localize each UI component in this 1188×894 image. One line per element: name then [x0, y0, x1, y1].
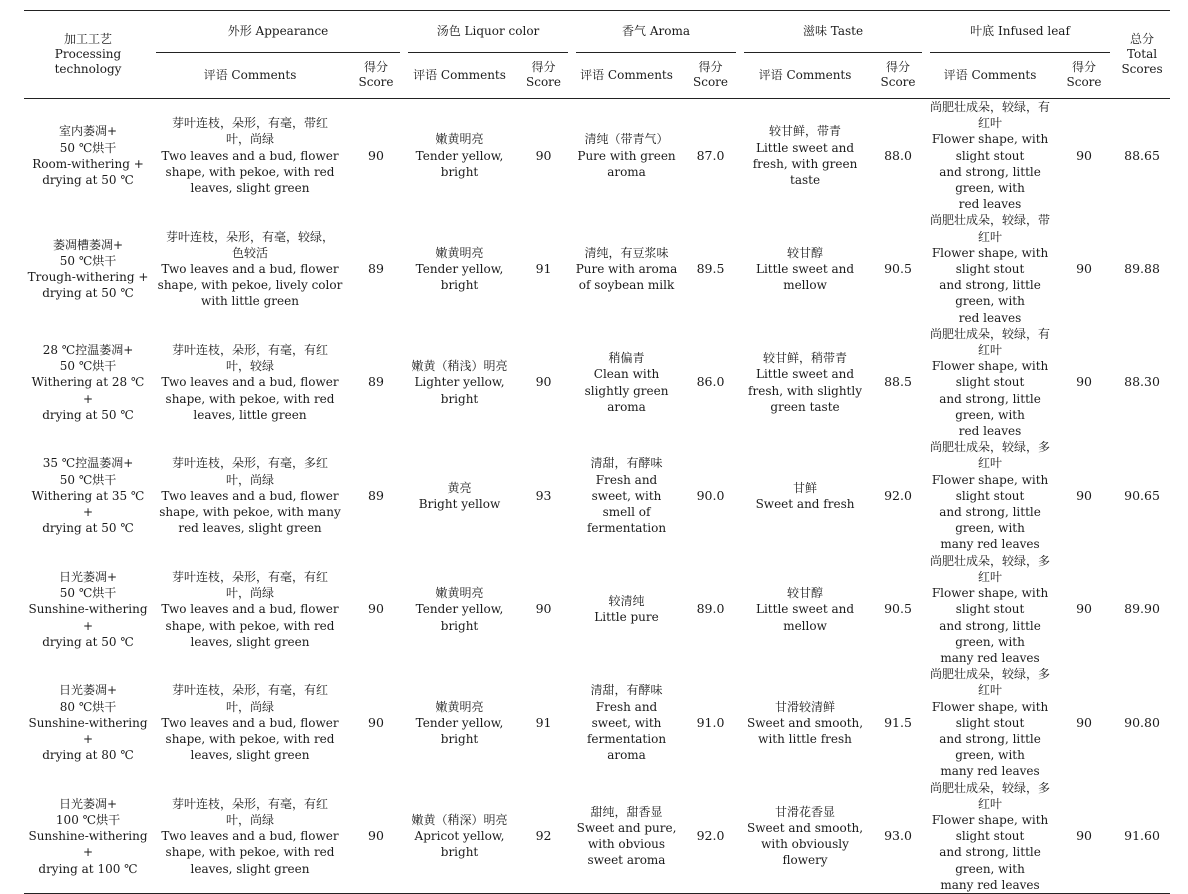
taste-comment-line: Little sweet and: [756, 602, 855, 617]
appearance-comment-line: 芽叶连枝，朵形，有毫，有红: [171, 343, 328, 358]
header-group-liquor: 汤色 Liquor color: [404, 11, 572, 53]
appearance-comment-line: 叶，尚绿: [225, 699, 274, 714]
liquor-comment-line: Lighter yellow,: [414, 375, 505, 390]
process-cell: [24, 666, 152, 779]
header-score-en: Score: [693, 75, 729, 89]
taste-comment-line: mellow: [783, 278, 827, 293]
liquor-comment-cell: [404, 439, 515, 552]
process-cell: [24, 780, 152, 894]
aroma-comment-cell: [572, 326, 681, 439]
infused-leaf-score-cell: 90: [1076, 601, 1092, 617]
process-line: 50 ℃烘干: [59, 359, 117, 374]
process-line: 50 ℃烘干: [59, 472, 117, 487]
header-group-taste: 滋味 Taste: [740, 11, 926, 53]
header-comments: 评语 Comments: [572, 52, 681, 99]
group-underline: [930, 52, 1110, 53]
taste-comment-line: fresh, with slightly: [748, 383, 862, 398]
aroma-comment-cell: [572, 99, 681, 213]
appearance-comment-cell: [152, 212, 348, 325]
process-line: Room-withering +: [32, 156, 144, 171]
taste-comment-cell: [740, 666, 870, 779]
taste-score-cell: 92.0: [884, 487, 912, 503]
appearance-comment-cell: [152, 326, 348, 439]
appearance-comment-line: leaves, slight green: [190, 861, 310, 876]
taste-comment-line: fresh, with green taste: [752, 156, 858, 187]
taste-comment-cell: [740, 326, 870, 439]
header-process-zh: 加工工艺: [63, 32, 112, 46]
taste-comment-line: Sweet and smooth,: [747, 715, 864, 730]
aroma-comment-cell: [572, 780, 681, 894]
aroma-comment-cell: [572, 666, 681, 779]
infused-leaf-comment-line: and strong, little green, with: [939, 391, 1041, 422]
infused-leaf-comment-line: red leaves: [958, 197, 1022, 212]
taste-comment-line: 较甘鲜，稍带青: [763, 351, 848, 366]
process-line: drying at 50 ℃: [42, 172, 134, 187]
aroma-score-cell: 87.0: [696, 147, 725, 163]
header-score: [515, 52, 572, 99]
appearance-comment-cell: [152, 553, 348, 666]
header-process: [24, 11, 152, 99]
infused-leaf-score-cell: 90: [1076, 714, 1092, 730]
process-line: 50 ℃烘干: [59, 586, 117, 601]
taste-comment-line: Little sweet and: [756, 262, 855, 277]
liquor-comment-line: 嫩黄明亮: [435, 699, 484, 714]
appearance-comment-line: 色较活: [231, 245, 268, 260]
infused-leaf-comment-line: Flower shape, with slight stout: [931, 132, 1049, 163]
taste-comment-line: 甘鲜: [793, 480, 818, 495]
header-score-en: Score: [358, 75, 394, 89]
taste-comment-line: mellow: [783, 618, 827, 633]
infused-leaf-comment-cell: [926, 439, 1054, 552]
process-line: drying at 80 ℃: [42, 748, 134, 763]
aroma-comment-line: Clean with: [593, 367, 660, 382]
process-cell: [24, 212, 152, 325]
aroma-comment-line: Little pure: [594, 610, 659, 625]
taste-comment-line: Little sweet and: [756, 140, 855, 155]
appearance-score-cell: 90: [368, 147, 384, 163]
infused-leaf-comment-line: and strong, little green, with: [939, 731, 1041, 763]
appearance-comment-line: 芽叶连枝，朵形，有毫，较绿，: [165, 229, 334, 244]
header-score-en: Score: [526, 75, 562, 89]
header-total: [1114, 11, 1170, 99]
header-comments: 评语 Comments: [152, 52, 348, 99]
taste-comment-line: with obviously flowery: [761, 837, 849, 868]
appearance-comment-line: Two leaves and a bud, flower: [161, 602, 339, 617]
aroma-comment-line: sweet, with: [591, 715, 662, 730]
taste-comment-cell: [740, 553, 870, 666]
liquor-comment-line: 嫩黄（稍浅）明亮: [411, 359, 508, 374]
taste-comment-line: 较甘醇: [787, 586, 824, 601]
infused-leaf-comment-line: and strong, little green, with: [939, 618, 1041, 649]
infused-leaf-comment-line: 尚肥壮成朵，较绿，多红叶: [930, 440, 1051, 471]
appearance-comment-line: red leaves, slight green: [178, 521, 322, 536]
liquor-comment-line: bright: [440, 164, 479, 179]
aroma-comment-line: Fresh and: [595, 699, 658, 714]
infused-leaf-score-cell: 90: [1076, 374, 1092, 390]
liquor-comment-cell: [404, 99, 515, 213]
liquor-comment-line: Apricot yellow,: [414, 829, 505, 844]
process-line: Sunshine-withering +: [28, 829, 148, 860]
header-score: [870, 52, 926, 99]
infused-leaf-comment-cell: [926, 99, 1054, 213]
infused-leaf-comment-line: many red leaves: [940, 537, 1040, 552]
process-line: 100 ℃烘干: [55, 812, 121, 827]
aroma-comment-cell: [572, 553, 681, 666]
appearance-comment-line: shape, with pekoe, with red: [165, 391, 335, 406]
liquor-comment-line: Tender yellow,: [415, 262, 504, 277]
taste-comment-line: green taste: [770, 399, 840, 414]
infused-leaf-comment-line: Flower shape, with slight stout: [931, 699, 1049, 730]
taste-comment-cell: [740, 212, 870, 325]
infused-leaf-comment-line: and strong, little green, with: [939, 164, 1041, 196]
taste-score-cell: 90.5: [884, 261, 912, 277]
total-score-cell: 89.88: [1124, 261, 1160, 277]
infused-leaf-score-cell: 90: [1054, 780, 1114, 894]
liquor-comment-line: bright: [440, 278, 479, 293]
header-total-en2: Scores: [1121, 62, 1163, 76]
infused-leaf-comment-line: 尚肥壮成朵，较绿，多红叶: [930, 780, 1051, 811]
process-line: drying at 50 ℃: [42, 634, 134, 649]
table-row: [24, 326, 1170, 439]
process-line: 萎凋槽萎凋+: [52, 237, 124, 252]
appearance-comment-line: shape, with pekoe, with red: [165, 618, 335, 633]
header-process-en: Processing technology: [54, 47, 122, 76]
appearance-comment-line: 芽叶连枝，朵形，有毫，有红: [171, 796, 328, 811]
aroma-comment-line: fermentation: [586, 521, 667, 536]
appearance-comment-line: 芽叶连枝，朵形，有毫，有红: [171, 569, 328, 584]
appearance-comment-line: 叶，尚绿: [225, 132, 274, 147]
table-body: [24, 99, 1170, 894]
process-line: drying at 50 ℃: [42, 407, 134, 422]
process-line: drying at 50 ℃: [42, 521, 134, 536]
taste-comment-line: Sweet and fresh: [755, 496, 855, 511]
aroma-score-cell: 86.0: [696, 374, 725, 390]
table-row: [24, 553, 1170, 666]
infused-leaf-comment-line: many red leaves: [940, 764, 1040, 779]
appearance-comment-line: Two leaves and a bud, flower: [161, 488, 339, 503]
process-line: 50 ℃烘干: [59, 253, 117, 268]
infused-leaf-comment-line: Flower shape, with slight stout: [931, 812, 1049, 844]
aroma-comment-line: sweet aroma: [587, 853, 666, 868]
liquor-score-cell: 93: [535, 487, 552, 503]
process-line: 日光萎凋+: [58, 569, 118, 584]
aroma-score-cell: 90.0: [696, 487, 725, 503]
taste-score-cell: 90.5: [884, 601, 912, 617]
total-score-cell: 88.65: [1124, 147, 1160, 163]
aroma-score-cell: 89.0: [696, 601, 725, 617]
liquor-score-cell: 90: [535, 147, 552, 163]
appearance-score-cell: 89: [368, 374, 384, 390]
aroma-comment-line: aroma: [607, 748, 646, 763]
infused-leaf-comment-line: 尚肥壮成朵，较绿，多红叶: [930, 553, 1051, 584]
appearance-comment-line: leaves, slight green: [190, 181, 310, 196]
appearance-score-cell: 89: [368, 261, 384, 277]
aroma-comment-line: 较清纯: [608, 594, 645, 609]
appearance-comment-line: 芽叶连枝，朵形，有毫，带红: [171, 116, 328, 131]
appearance-comment-line: 叶，较绿: [225, 359, 274, 374]
header-score: [681, 52, 740, 99]
header-score-zh: 得分: [531, 60, 556, 74]
process-line: Sunshine-withering +: [28, 602, 148, 633]
aroma-comment-line: Sweet and pure,: [576, 821, 677, 836]
liquor-comment-line: Tender yellow,: [415, 148, 504, 163]
aroma-comment-line: 清纯（带青气）: [584, 132, 669, 147]
liquor-score-cell: 91: [535, 261, 552, 277]
taste-score-cell: 88.5: [884, 374, 912, 390]
appearance-comment-cell: [152, 666, 348, 779]
appearance-comment-line: with little green: [201, 294, 299, 309]
appearance-comment-cell: [152, 780, 348, 894]
liquor-comment-line: 黄亮: [447, 480, 472, 495]
aroma-comment-cell: [572, 439, 681, 552]
infused-leaf-score-cell: 90: [1076, 261, 1092, 277]
appearance-comment-line: 芽叶连枝，朵形，有毫，有红: [171, 683, 328, 698]
infused-leaf-comment-line: many red leaves: [940, 650, 1040, 665]
group-underline: [576, 52, 736, 53]
process-line: 50 ℃烘干: [59, 140, 117, 155]
aroma-comment-line: Fresh and: [595, 472, 658, 487]
aroma-comment-line: Pure with green: [577, 148, 676, 163]
header-score-zh: 得分: [364, 60, 389, 74]
infused-leaf-comment-line: 尚肥壮成朵，较绿，有红叶: [930, 326, 1051, 358]
table-row: [24, 439, 1170, 552]
process-line: 日光萎凋+: [58, 683, 118, 698]
appearance-comment-line: shape, with pekoe, with red: [165, 845, 335, 860]
appearance-score-cell: 90: [348, 780, 404, 894]
process-line: Sunshine-withering +: [28, 715, 148, 746]
infused-leaf-score-cell: 90: [1076, 147, 1092, 163]
header-comments: 评语 Comments: [404, 52, 515, 99]
taste-score-cell: 88.0: [884, 147, 912, 163]
appearance-comment-line: leaves, slight green: [190, 748, 310, 763]
appearance-comment-line: shape, with pekoe, with red: [165, 731, 335, 746]
taste-comment-line: with little fresh: [758, 731, 852, 746]
taste-comment-cell: [740, 439, 870, 552]
appearance-score-cell: 90: [368, 714, 384, 730]
infused-leaf-comment-cell: [926, 666, 1054, 779]
aroma-comment-line: fermentation: [586, 731, 667, 746]
appearance-comment-line: leaves, little green: [193, 407, 307, 422]
liquor-score-cell: 92: [515, 780, 572, 894]
process-line: 35 ℃控温萎凋+: [42, 456, 134, 471]
aroma-score-cell: 91.0: [696, 714, 725, 730]
liquor-comment-cell: [404, 553, 515, 666]
header-score: [1054, 52, 1114, 99]
total-score-cell: 90.65: [1124, 487, 1160, 503]
header-score-zh: 得分: [1072, 60, 1097, 74]
header-score: [348, 52, 404, 99]
infused-leaf-comment-line: and strong, little green, with: [939, 845, 1041, 876]
appearance-comment-line: shape, with pekoe, lively color: [157, 278, 343, 293]
liquor-comment-line: bright: [440, 845, 479, 860]
appearance-comment-cell: [152, 439, 348, 552]
aroma-comment-line: of soybean milk: [578, 278, 675, 293]
appearance-comment-line: shape, with pekoe, with red: [165, 164, 335, 179]
taste-comment-line: Little sweet and: [756, 367, 855, 382]
appearance-score-cell: 89: [368, 487, 384, 503]
header-score-en: Score: [880, 75, 916, 89]
process-line: 28 ℃控温萎凋+: [42, 343, 134, 358]
liquor-comment-line: bright: [440, 731, 479, 746]
infused-leaf-comment-line: and strong, little green, with: [939, 505, 1041, 536]
liquor-comment-line: 嫩黄明亮: [435, 586, 484, 601]
header-total-zh: 总分: [1130, 32, 1155, 46]
appearance-comment-line: Two leaves and a bud, flower: [161, 829, 339, 844]
aroma-comment-line: 甜纯，甜香显: [590, 804, 663, 819]
infused-leaf-comment-cell: [926, 326, 1054, 439]
infused-leaf-comment-line: red leaves: [958, 310, 1022, 325]
aroma-comment-line: sweet, with: [591, 488, 662, 503]
header-group-infused-leaf: 叶底 Infused leaf: [926, 11, 1114, 53]
appearance-comment-line: Two leaves and a bud, flower: [161, 715, 339, 730]
taste-score-cell: 91.5: [884, 714, 912, 730]
infused-leaf-comment-line: many red leaves: [940, 877, 1040, 892]
header-score-zh: 得分: [886, 60, 911, 74]
appearance-comment-line: 芽叶连枝，朵形，有毫，多红: [171, 456, 328, 471]
process-line: Trough-withering +: [27, 270, 149, 285]
header-group-aroma: 香气 Aroma: [572, 11, 740, 53]
process-cell: [24, 326, 152, 439]
table-row: [24, 212, 1170, 325]
aroma-comment-line: slightly green: [584, 383, 669, 398]
taste-comment-line: Sweet and smooth,: [747, 821, 864, 836]
process-line: drying at 100 ℃: [38, 861, 138, 876]
process-line: 80 ℃烘干: [59, 699, 117, 714]
liquor-comment-line: Tender yellow,: [415, 602, 504, 617]
total-score-cell: 89.90: [1124, 601, 1160, 617]
header-comments: 评语 Comments: [740, 52, 870, 99]
liquor-score-cell: 90: [535, 374, 552, 390]
liquor-comment-line: bright: [440, 391, 479, 406]
process-line: Withering at 35 ℃ +: [31, 488, 145, 520]
appearance-comment-line: Two leaves and a bud, flower: [161, 375, 339, 390]
aroma-score-cell: 92.0: [681, 780, 740, 894]
infused-leaf-comment-line: Flower shape, with slight stout: [931, 586, 1049, 617]
process-cell: [24, 99, 152, 213]
header-score-zh: 得分: [698, 60, 723, 74]
process-cell: [24, 553, 152, 666]
group-underline: [744, 52, 922, 53]
aroma-comment-cell: [572, 212, 681, 325]
appearance-comment-line: 叶，尚绿: [225, 586, 274, 601]
taste-comment-line: 较甘鲜，带青: [769, 124, 842, 139]
process-line: Withering at 28 ℃ +: [31, 375, 145, 406]
aroma-score-cell: 89.5: [696, 261, 725, 277]
table-row: [24, 99, 1170, 213]
process-line: 日光萎凋+: [58, 796, 118, 811]
appearance-comment-line: 叶，尚绿: [225, 812, 274, 827]
liquor-comment-cell: [404, 326, 515, 439]
appearance-comment-line: shape, with pekoe, with many: [159, 505, 341, 520]
appearance-comment-line: Two leaves and a bud, flower: [161, 262, 339, 277]
infused-leaf-comment-cell: [926, 780, 1054, 894]
infused-leaf-comment-line: Flower shape, with slight stout: [931, 245, 1049, 277]
appearance-comment-cell: [152, 99, 348, 213]
taste-comment-line: 较甘醇: [787, 245, 824, 260]
infused-leaf-comment-line: 尚肥壮成朵，较绿，多红叶: [930, 667, 1051, 698]
taste-score-cell: 93.0: [870, 780, 926, 894]
header-group-appearance: 外形 Appearance: [152, 11, 404, 53]
aroma-comment-line: with obvious: [587, 837, 666, 852]
appearance-comment-line: 叶，尚绿: [225, 472, 274, 487]
header-comments: 评语 Comments: [926, 52, 1054, 99]
process-cell: [24, 439, 152, 552]
liquor-comment-cell: [404, 666, 515, 779]
liquor-comment-cell: [404, 780, 515, 894]
liquor-comment-line: Bright yellow: [418, 496, 501, 511]
appearance-score-cell: 90: [368, 601, 384, 617]
infused-leaf-comment-line: 尚肥壮成朵，较绿，带红叶: [930, 213, 1051, 244]
aroma-comment-line: 清甜，有酵味: [590, 456, 663, 471]
infused-leaf-comment-line: red leaves: [958, 424, 1022, 439]
appearance-comment-line: Two leaves and a bud, flower: [161, 148, 339, 163]
liquor-score-cell: 91: [535, 714, 552, 730]
group-underline: [156, 52, 400, 53]
aroma-comment-line: 清甜，有酵味: [590, 683, 663, 698]
aroma-comment-line: smell of: [602, 505, 651, 520]
appearance-comment-line: leaves, slight green: [190, 634, 310, 649]
aroma-comment-line: Pure with aroma: [575, 262, 678, 277]
aroma-comment-line: aroma: [607, 164, 646, 179]
table-row: [24, 780, 1170, 894]
sensory-evaluation-table: [24, 10, 1170, 894]
total-score-cell: 91.60: [1114, 780, 1170, 894]
taste-comment-line: 甘滑花香显: [775, 804, 836, 819]
total-score-cell: 90.80: [1124, 714, 1160, 730]
table-row: [24, 666, 1170, 779]
header-total-en1: Total: [1126, 47, 1158, 61]
infused-leaf-comment-line: 尚肥壮成朵，较绿，有红叶: [930, 100, 1051, 131]
header-score-en: Score: [1066, 75, 1102, 89]
infused-leaf-comment-cell: [926, 212, 1054, 325]
aroma-comment-line: aroma: [607, 399, 646, 414]
process-line: drying at 50 ℃: [42, 286, 134, 301]
liquor-comment-cell: [404, 212, 515, 325]
liquor-score-cell: 90: [535, 601, 552, 617]
infused-leaf-comment-cell: [926, 553, 1054, 666]
total-score-cell: 88.30: [1124, 374, 1160, 390]
group-underline: [408, 52, 568, 53]
liquor-comment-line: bright: [440, 618, 479, 633]
aroma-comment-line: 清纯，有豆浆味: [584, 245, 669, 260]
liquor-comment-line: Tender yellow,: [415, 715, 504, 730]
liquor-comment-line: 嫩黄明亮: [435, 245, 484, 260]
infused-leaf-comment-line: Flower shape, with slight stout: [931, 472, 1049, 503]
process-line: 室内萎凋+: [58, 124, 118, 139]
liquor-comment-line: 嫩黄（稍深）明亮: [411, 812, 508, 827]
infused-leaf-score-cell: 90: [1076, 487, 1092, 503]
taste-comment-cell: [740, 99, 870, 213]
infused-leaf-comment-line: and strong, little green, with: [939, 278, 1041, 309]
infused-leaf-comment-line: Flower shape, with slight stout: [931, 359, 1049, 390]
taste-comment-cell: [740, 780, 870, 894]
liquor-comment-line: 嫩黄明亮: [435, 132, 484, 147]
taste-comment-line: 甘滑较清鲜: [775, 699, 836, 714]
aroma-comment-line: 稍偏青: [608, 351, 645, 366]
